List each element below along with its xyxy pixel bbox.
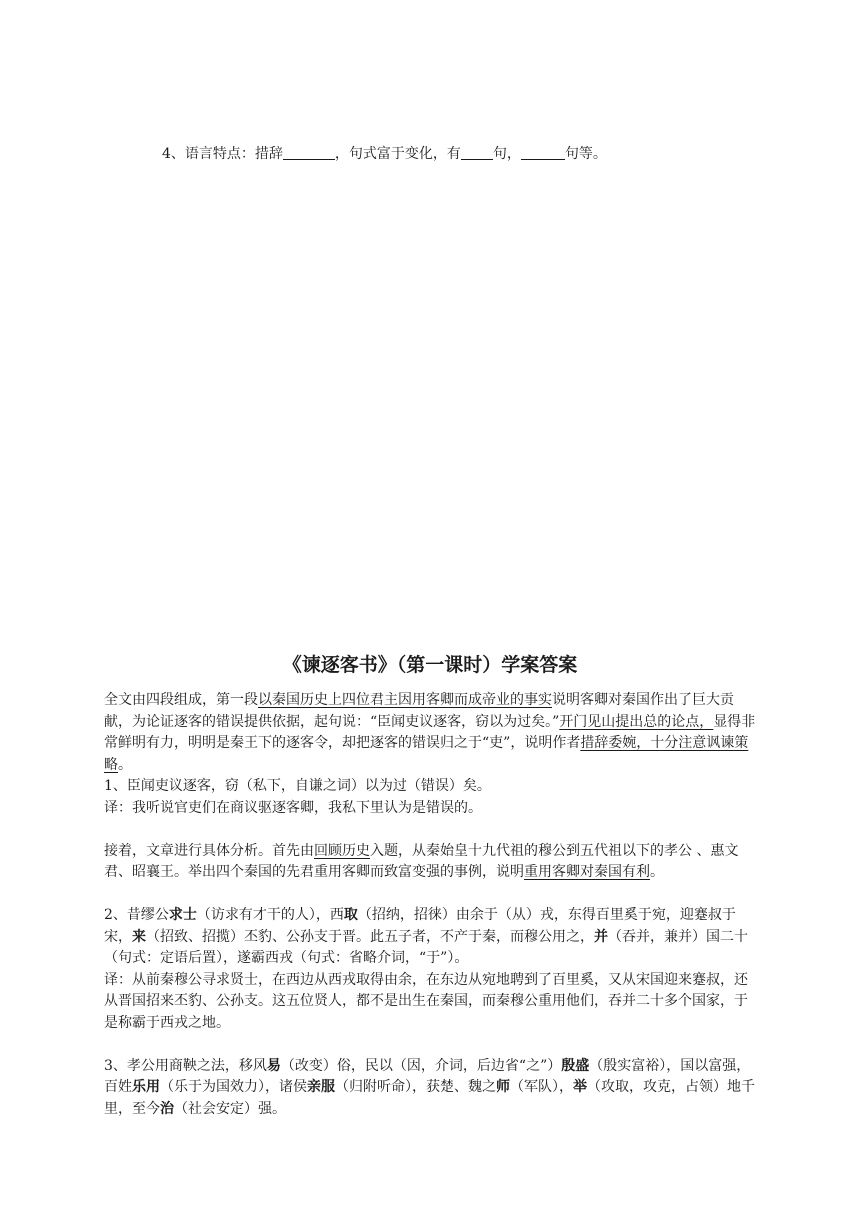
key-word: 师 <box>496 1079 510 1095</box>
q4-mid1: ，句式富于变化，有 <box>334 146 461 162</box>
intro-paragraph <box>104 690 758 776</box>
item-2-text: 2、昔缪公 <box>104 907 169 923</box>
intro-text: 。 <box>118 756 132 773</box>
analysis-text: 入题，从秦始皇十九代祖的穆公到五代祖以下的孝公 、惠文君、昭襄王。举出四个秦国的先君重用客卿而致富变强的事例，说明 <box>104 842 739 880</box>
item-3-text: （军队）， <box>510 1079 573 1095</box>
intro-text: 显得非常鲜明有力，明明是秦王下的逐客令，却把逐客的错误归之于“吏”，说明作者 <box>104 713 756 751</box>
page-title: 《谏逐客书》（第一课时）学案答案 <box>282 654 578 676</box>
item-2-text: （招致、招揽）丕豹、公孙支于晋。此五子者，不产于秦，而穆公用之， <box>146 928 594 945</box>
key-word: 求士 <box>168 907 197 923</box>
item-2-paragraph <box>104 905 758 970</box>
item-3-text: （改变）俗，民以（因，介词，后边省“之”） <box>280 1057 562 1074</box>
underlined-phrase: 措辞委婉，十分注意讽谏策略 <box>104 735 749 773</box>
item-1-line: 1、臣闻吏议逐客，窃（私下，自谦之词）以为过（错误）矣。 <box>104 778 491 794</box>
item-2-text: （访求有才干的人），西 <box>196 907 344 923</box>
item-3-text: （殷实富裕），国以富强，百姓 <box>104 1057 751 1095</box>
item-2-text: （吞并，兼并）国二十（句式：定语后置），遂霸西戎（句式：省略介词，“于”）。 <box>104 928 748 966</box>
analysis-text: 。 <box>650 864 664 880</box>
item-3-text: （归附听命），获楚、魏之 <box>335 1079 496 1095</box>
intro-text: 说明客卿对秦国作出了巨大贡献，为论证逐客的错误提供依据，起句说：“臣闻吏议逐客，窃以为过矣。” <box>104 692 734 730</box>
fill-blank[interactable] <box>461 144 493 160</box>
analysis-text: 接着，文章进行具体分析。首先由 <box>104 842 314 859</box>
item-2-translation: 译：从前秦穆公寻求贤士，在西边从西戎取得由余，在东边从宛地聘到了百里奚，又从宋国迎来蹇叔，还从晋国招来丕豹、公孙支。这五位贤人，都不是出生在秦国，而秦穆公重用他们，吞并二十多个国家，于是称霸于西戎之地。 <box>104 971 748 1031</box>
item-3-text: （乐于为国效力），诸侯 <box>160 1079 307 1095</box>
item-3-text: 3、孝公用商鞅之法，移风 <box>104 1057 267 1074</box>
question-4 <box>162 143 607 163</box>
key-word: 来 <box>132 928 146 945</box>
key-word: 乐用 <box>132 1079 160 1095</box>
key-word: 举 <box>573 1079 587 1095</box>
intro-text: 全文由四段组成，第一段 <box>104 692 258 708</box>
q4-suffix: 句等。 <box>564 146 607 162</box>
q4-prefix: 4、语言特点：措辞 <box>162 146 283 162</box>
underlined-phrase: 以秦国历史上四位君主因用客卿而成帝业的事实 <box>258 692 552 708</box>
underlined-phrase: 开门见山提出总的论点， <box>559 713 714 730</box>
item-3-text: （社会安定）强。 <box>174 1100 286 1117</box>
fill-blank[interactable] <box>521 144 565 160</box>
item-2-text: （招纳，招徕）由余于（从）戎，东得百里奚于宛，迎蹇叔于宋， <box>104 907 736 945</box>
spacer <box>104 1034 758 1056</box>
spacer <box>104 819 758 841</box>
key-word: 取 <box>343 907 358 923</box>
key-word: 殷盛 <box>561 1057 590 1074</box>
fill-blank[interactable] <box>283 144 335 160</box>
key-word: 治 <box>160 1100 174 1117</box>
item-3-text: （攻取，攻克，占领）地千里，至今 <box>104 1079 755 1117</box>
answer-content <box>104 690 758 1120</box>
item-3-paragraph <box>104 1056 758 1121</box>
item-1-translation: 译：我听说官吏们在商议驱逐客卿，我私下里认为是错误的。 <box>104 799 482 816</box>
key-word: 亲服 <box>307 1079 335 1095</box>
underlined-phrase: 重用客卿对秦国有利 <box>524 864 650 880</box>
underlined-phrase: 回顾历史 <box>314 842 370 859</box>
spacer <box>104 884 758 906</box>
q4-mid2: 句， <box>492 146 521 162</box>
analysis-paragraph <box>104 841 758 884</box>
key-word: 易 <box>266 1057 281 1074</box>
key-word: 并 <box>594 928 608 945</box>
